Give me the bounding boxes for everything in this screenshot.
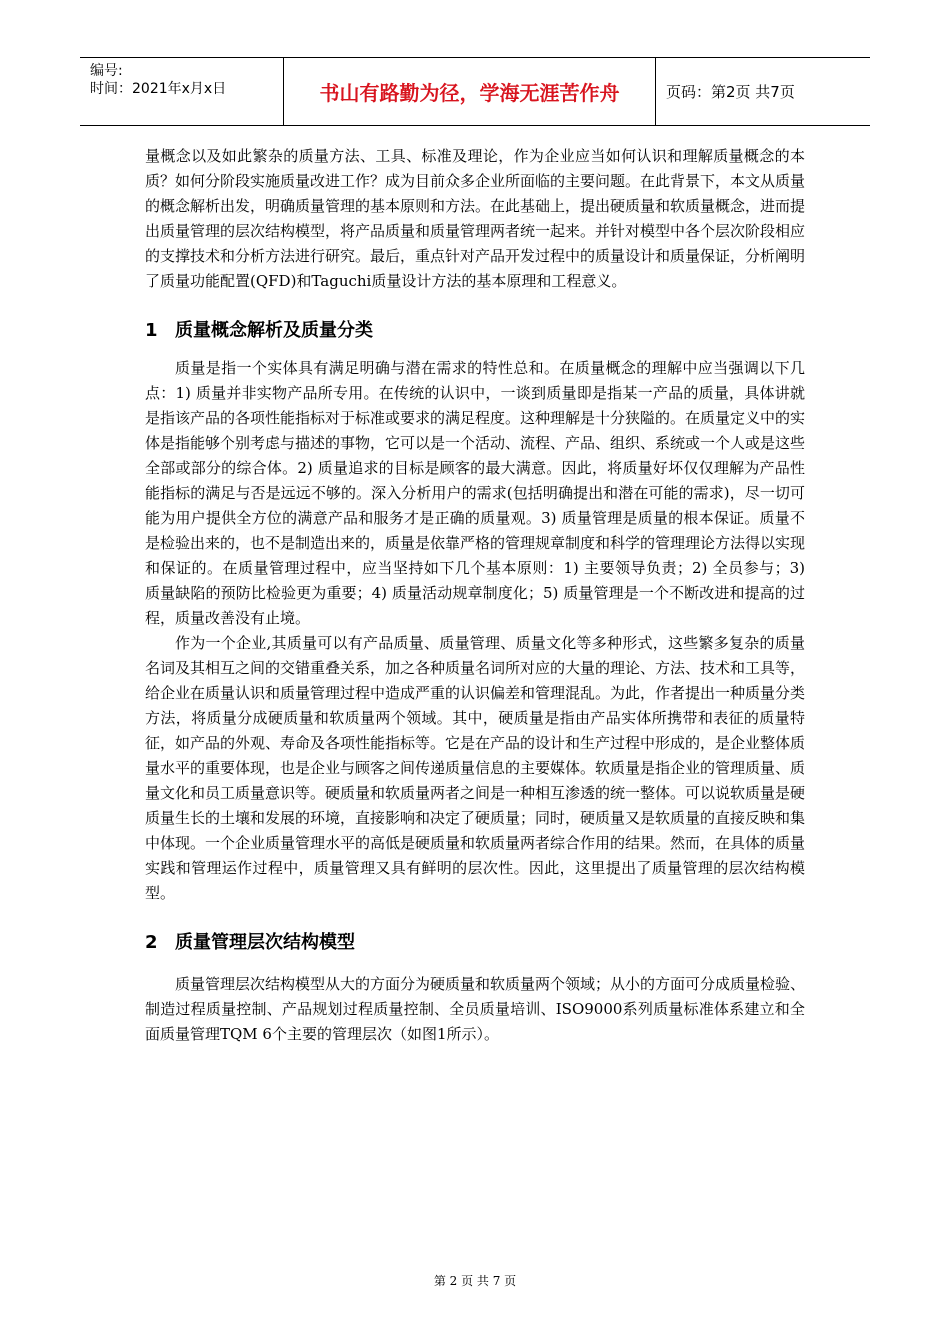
header-page-info: 页码：第2页 共7页	[666, 83, 795, 101]
paragraph-hierarchy-model: 质量管理层次结构模型从大的方面分为硬质量和软质量两个领域；从小的方面可分成质量检验、制造过程质量控制、产品规划过程质量控制、全员质量培训、ISO9000系列质量标准体系建立和全面质量管理TQM 6个主要的管理层次（如图1所示）。	[145, 975, 806, 1043]
serial-label: 编号:	[90, 63, 123, 79]
header-motto: 书山有路勤为径，学海无涯苦作舟	[284, 58, 656, 125]
section-number: 2	[145, 932, 158, 953]
paragraph-intro-continued: 量概念以及如此繁杂的质量方法、工具、标准及理论，作为企业应当如何认识和理解质量概念的本质？如何分阶段实施质量改进工作？成为目前众多企业所面临的主要问题。在此背景下，本文从质量的概念解析出发，明确质量管理的基本原则和方法。在此基础上，提出硬质量和软质量概念，进而提出质量管理的层次结构模型，将产品质量和质量管理两者统一起来。并针对模型中各个层次阶段相应的支撑技术和分析方法进行研究。最后，重点针对产品开发过程中的质量设计和质量保证，分析阐明了质量功能配置(QFD)和Taguchi质量设计方法的基本原理和工程意义。	[145, 147, 806, 290]
section-heading-1	[145, 316, 805, 342]
date-label: 时间：2021年x月x日	[90, 81, 227, 97]
section-title: 质量管理层次结构模型	[175, 932, 355, 953]
paragraph-quality-classification: 作为一个企业,其质量可以有产品质量、质量管理、质量文化等多种形式，这些繁多复杂的质量名词及其相互之间的交错重叠关系，加之各种质量名词所对应的大量的理论、方法、技术和工具等，给企业在质量认识和质量管理过程中造成严重的认识偏差和管理混乱。为此，作者提出一种质量分类方法，将质量分成硬质量和软质量两个领域。其中，硬质量是指由产品实体所携带和表征的质量特征，如产品的外观、寿命及各项性能指标等。它是在产品的设计和生产过程中形成的，是企业整体质量水平的重要体现，也是企业与顾客之间传递质量信息的主要媒体。软质量是指企业的管理质量、质量文化和员工质量意识等。硬质量和软质量两者之间是一种相互渗透的统一整体。可以说软质量是硬质量生长的土壤和发展的环境，直接影响和决定了硬质量；同时，硬质量又是软质量的直接反映和集中体现。一个企业质量管理水平的高低是硬质量和软质量两者综合作用的结果。然而，在具体的质量实践和管理运作过程中，质量管理又具有鲜明的层次性。因此，这里提出了质量管理的层次结构模型。	[145, 634, 806, 902]
header-meta	[80, 58, 284, 125]
paragraph-quality-concept: 质量是指一个实体具有满足明确与潜在需求的特性总和。在质量概念的理解中应当强调以下几点：1) 质量并非实物产品所专用。在传统的认识中，一谈到质量即是指某一产品的质量，具体讲就是指该产品的各项性能指标对于标准或要求的满足程度。这种理解是十分狭隘的。在质量定义中的实体是指能够个别考虑与描述的事物，它可以是一个活动、流程、产品、组织、系统或一个人或是这些全部或部分的综合体。2) 质量追求的目标是顾客的最大满意。因此，将质量好坏仅仅理解为产品性能指标的满足与否是远远不够的。深入分析用户的需求(包括明确提出和潜在可能的需求)，尽一切可能为用户提供全方位的满意产品和服务才是正确的质量观。3) 质量管理是质量的根本保证。质量不是检验出来的，也不是制造出来的，质量是依靠严格的管理规章制度和科学的管理理论方法得以实现和保证的。在质量管理过程中，应当坚持如下几个基本原则：1) 主要领导负责；2) 全员参与；3) 质量缺陷的预防比检验更为重要；4) 质量活动规章制度化；5) 质量管理是一个不断改进和提高的过程，质量改善没有止境。	[145, 359, 806, 627]
section-heading-2	[145, 928, 805, 954]
section-title: 质量概念解析及质量分类	[175, 320, 373, 341]
page-footer: 第 2 页 共 7 页	[433, 1274, 517, 1288]
document-body	[145, 144, 805, 1047]
page-header	[80, 57, 870, 126]
section-number: 1	[145, 320, 158, 341]
